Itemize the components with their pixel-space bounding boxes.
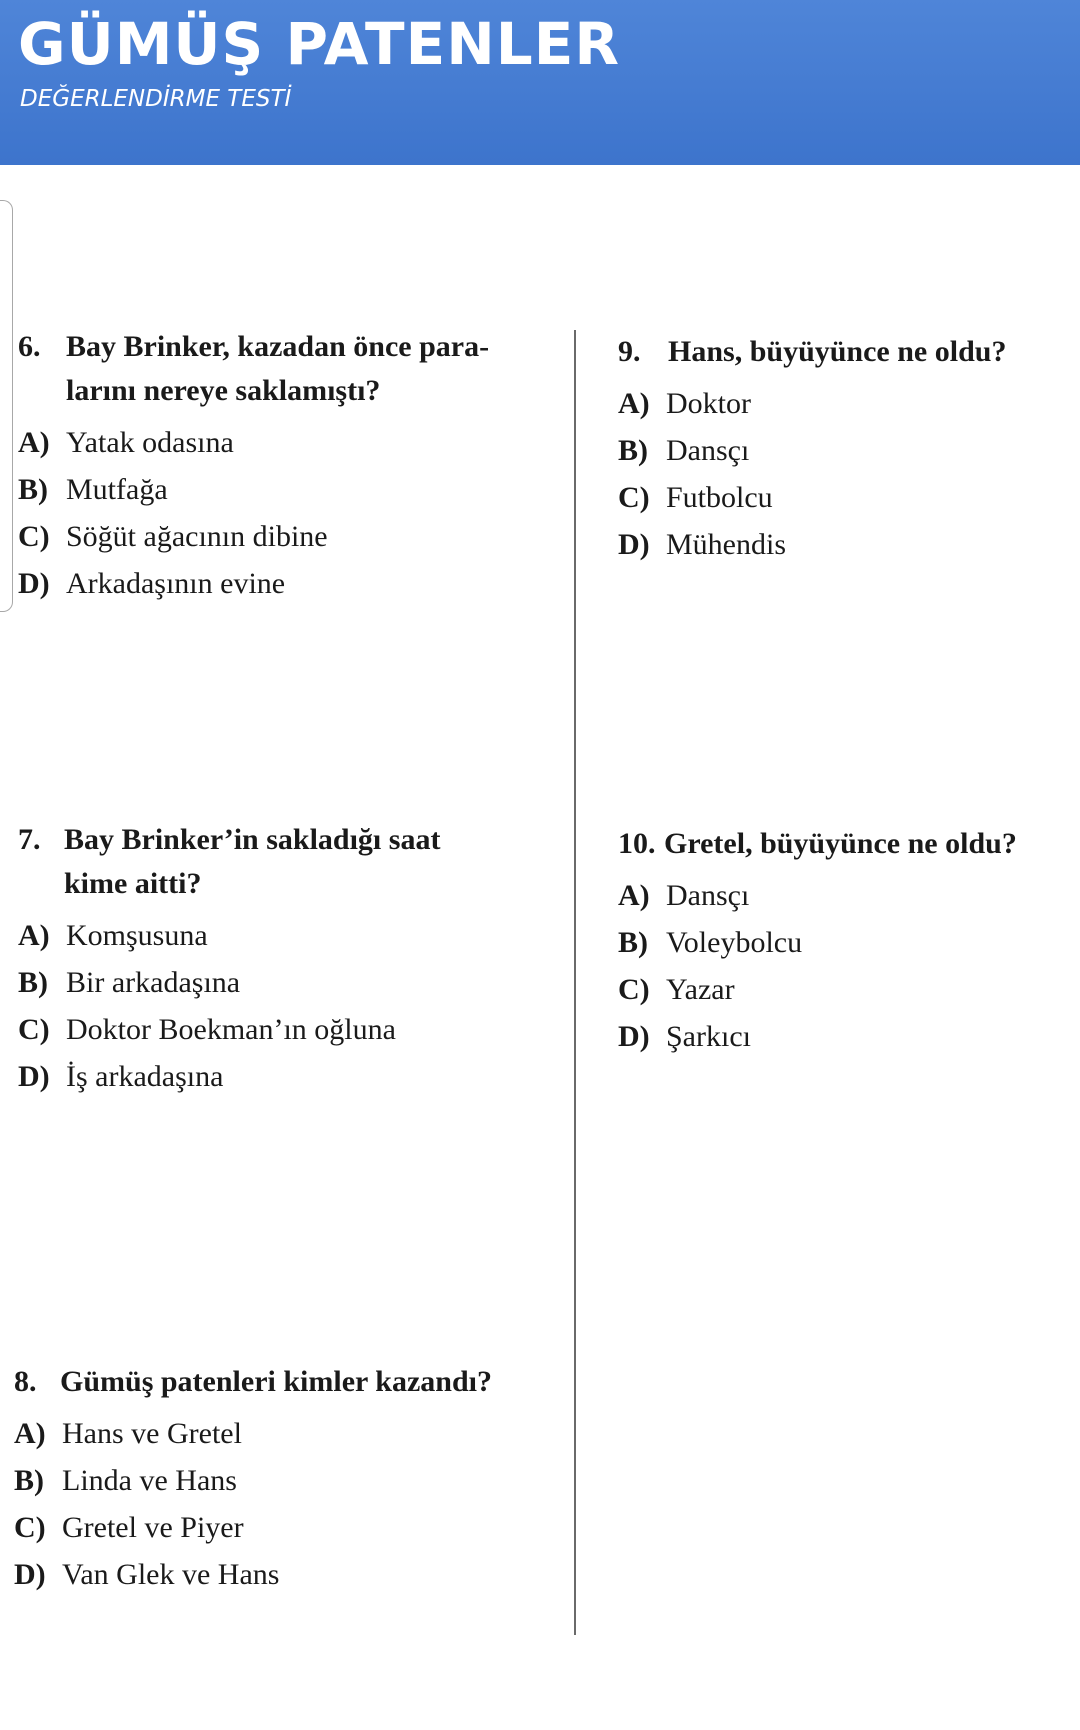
option-text: Dansçı xyxy=(666,434,750,467)
option-text: Komşusuna xyxy=(66,919,208,952)
option-text: Hans ve Gretel xyxy=(62,1417,242,1450)
question-text-line: Bay Brinker’in sakladığı saat xyxy=(64,823,441,856)
option-text: Dansçı xyxy=(666,879,750,912)
page-header xyxy=(0,0,1080,165)
option-text: İş arkadaşına xyxy=(66,1060,224,1093)
options-list xyxy=(14,1410,554,1598)
options-list xyxy=(18,912,558,1100)
option-letter: D) xyxy=(18,1060,50,1093)
option-text: Mutfağa xyxy=(66,473,168,506)
option-letter: A) xyxy=(18,919,50,952)
question-number: 9. xyxy=(618,335,641,368)
question-7 xyxy=(18,818,558,1100)
option-a[interactable] xyxy=(618,380,1068,427)
option-text: Voleybolcu xyxy=(666,926,803,959)
option-letter: C) xyxy=(14,1511,46,1544)
option-letter: D) xyxy=(18,567,50,600)
question-text xyxy=(64,818,558,906)
options-list xyxy=(18,419,558,607)
option-letter: D) xyxy=(618,528,650,561)
question-text-line: kime aitti? xyxy=(64,867,202,900)
option-text: Söğüt ağacının dibine xyxy=(66,520,328,553)
option-text: Van Glek ve Hans xyxy=(62,1558,280,1591)
option-b[interactable] xyxy=(618,919,1073,966)
option-letter: A) xyxy=(14,1417,46,1450)
option-letter: B) xyxy=(14,1464,44,1497)
option-letter: B) xyxy=(18,473,48,506)
option-letter: D) xyxy=(618,1020,650,1053)
option-letter: A) xyxy=(618,879,650,912)
question-10 xyxy=(618,822,1073,1060)
page-subtitle: DEĞERLENDİRME TESTİ xyxy=(20,86,292,112)
question-number: 7. xyxy=(18,823,41,856)
option-d[interactable] xyxy=(618,521,1068,568)
page-edge-bracket xyxy=(0,200,13,612)
question-9 xyxy=(618,330,1068,568)
question-text-line: larını nereye saklamıştı? xyxy=(66,374,381,407)
option-letter: B) xyxy=(18,966,48,999)
question-text: Gretel, büyüyünce ne oldu? xyxy=(664,827,1017,860)
question-number: 8. xyxy=(14,1365,37,1398)
question-8-stem xyxy=(14,1360,554,1404)
question-8 xyxy=(14,1360,554,1598)
question-6-stem xyxy=(18,325,558,413)
option-letter: C) xyxy=(618,481,650,514)
option-text: Gretel ve Piyer xyxy=(62,1511,244,1544)
option-c[interactable] xyxy=(618,474,1068,521)
option-letter: B) xyxy=(618,926,648,959)
option-letter: C) xyxy=(18,520,50,553)
option-letter: A) xyxy=(618,387,650,420)
option-text: Şarkıcı xyxy=(666,1020,751,1053)
option-text: Bir arkadaşına xyxy=(66,966,241,999)
option-b[interactable] xyxy=(18,466,558,513)
option-b[interactable] xyxy=(618,427,1068,474)
option-b[interactable] xyxy=(14,1457,554,1504)
option-text: Arkadaşının evine xyxy=(66,567,286,600)
question-6 xyxy=(18,325,558,607)
question-number: 6. xyxy=(18,330,41,363)
question-number: 10. xyxy=(618,827,656,860)
option-d[interactable] xyxy=(18,560,558,607)
option-d[interactable] xyxy=(14,1551,554,1598)
column-divider xyxy=(574,330,576,1635)
option-text: Mühendis xyxy=(666,528,786,561)
question-text: Hans, büyüyünce ne oldu? xyxy=(668,335,1007,368)
option-text: Yatak odasına xyxy=(66,426,234,459)
option-a[interactable] xyxy=(18,912,558,959)
option-letter: D) xyxy=(14,1558,46,1591)
option-c[interactable] xyxy=(14,1504,554,1551)
option-b[interactable] xyxy=(18,959,558,1006)
option-a[interactable] xyxy=(618,872,1073,919)
option-d[interactable] xyxy=(618,1013,1073,1060)
option-letter: C) xyxy=(18,1013,50,1046)
option-text: Linda ve Hans xyxy=(62,1464,237,1497)
question-text-line: Bay Brinker, kazadan önce para- xyxy=(66,330,490,363)
option-text: Yazar xyxy=(666,973,735,1006)
option-c[interactable] xyxy=(18,1006,558,1053)
option-c[interactable] xyxy=(18,513,558,560)
question-text xyxy=(66,325,558,413)
option-a[interactable] xyxy=(14,1410,554,1457)
option-c[interactable] xyxy=(618,966,1073,1013)
option-letter: B) xyxy=(618,434,648,467)
option-letter: C) xyxy=(618,973,650,1006)
options-list xyxy=(618,872,1073,1060)
option-letter: A) xyxy=(18,426,50,459)
page-title: GÜMÜŞ PATENLER xyxy=(18,10,621,78)
option-a[interactable] xyxy=(18,419,558,466)
option-d[interactable] xyxy=(18,1053,558,1100)
options-list xyxy=(618,380,1068,568)
option-text: Doktor xyxy=(666,387,751,420)
question-9-stem xyxy=(618,330,1068,374)
question-text: Gümüş patenleri kimler kazandı? xyxy=(60,1365,492,1398)
option-text: Doktor Boekman’ın oğluna xyxy=(66,1013,396,1046)
question-7-stem xyxy=(18,818,558,906)
option-text: Futbolcu xyxy=(666,481,773,514)
question-10-stem xyxy=(618,822,1073,866)
